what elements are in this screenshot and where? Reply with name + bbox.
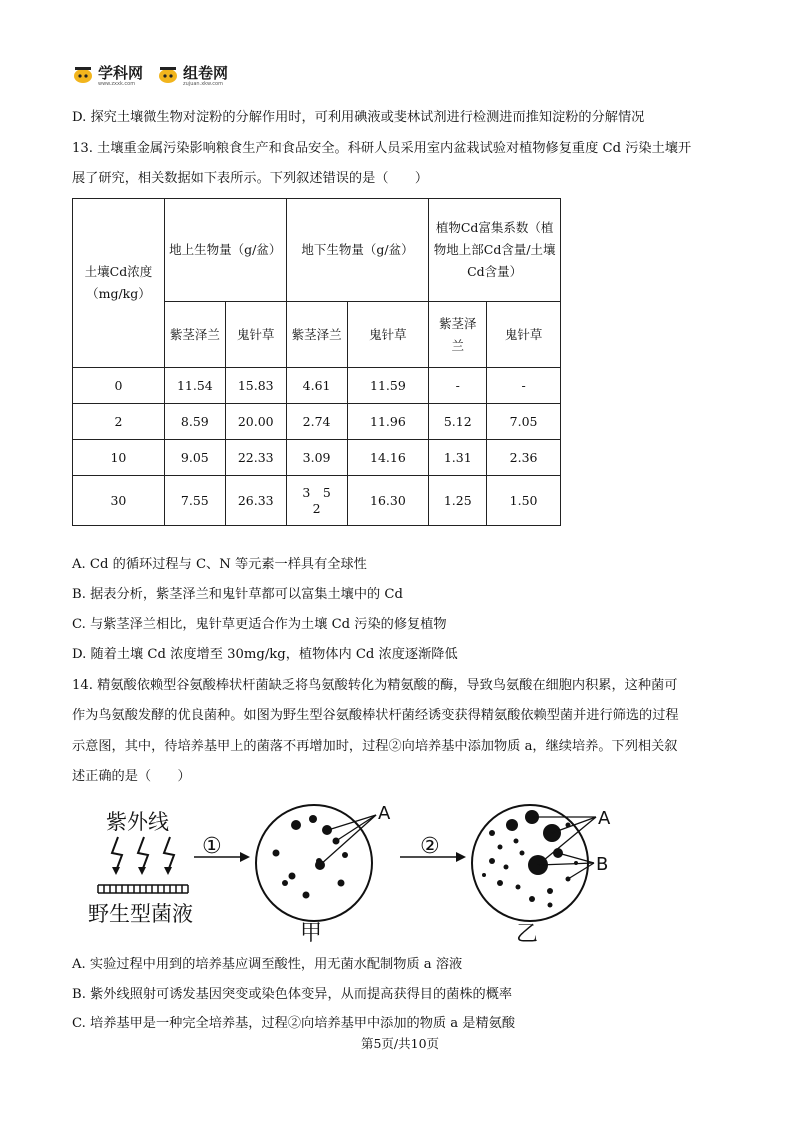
uv-rays-icon: [112, 837, 174, 871]
uv-label: 紫外线: [106, 810, 169, 834]
page-footer: 第5页/共10页: [360, 1036, 440, 1051]
cell-value: 7.05: [487, 404, 561, 440]
q14-stem-line4: 述正确的是（ ）: [72, 769, 191, 784]
q13-option-d: D. 随着土壤 Cd 浓度增至 30mg/kg，植物体内 Cd 浓度逐渐降低: [72, 647, 458, 662]
header-soil-cd: 土壤Cd浓度（mg/kg）: [73, 199, 165, 368]
cell-value: 26.33: [225, 476, 286, 526]
cd-data-table: [72, 198, 561, 526]
q14-stem-line3: 示意图，其中，待培养基甲上的菌落不再增加时，过程②向培养基中添加物质 a，继续培养。下列相关叙: [72, 739, 678, 754]
cell-value: -: [487, 368, 561, 404]
subheader-plant1: 紫茎泽兰: [286, 302, 347, 368]
q14-stem-line1: 14. 精氨酸依赖型谷氨酸棒状杆菌缺乏将鸟氨酸转化为精氨酸的酶，导致鸟氨酸在细胞内积累，这种菌可: [72, 678, 678, 693]
header-cd-coefficient: 植物Cd富集系数（植物地上部Cd含量/土壤Cd含量）: [429, 199, 561, 302]
logo2-text: 组卷网: [183, 63, 229, 82]
cell-conc: 10: [73, 440, 165, 476]
cell-value: 5.12: [429, 404, 487, 440]
q13-option-a: A. Cd 的循环过程与 C、N 等元素一样具有全球性: [72, 557, 367, 572]
logo2-sub: zujuan.xkw.com: [183, 80, 223, 87]
culture-tray-icon: [98, 885, 188, 893]
cell-value-top: 3 5: [302, 484, 331, 500]
subheader-plant2: 鬼针草: [225, 302, 286, 368]
table-row: [73, 440, 561, 476]
cell-value: 22.33: [225, 440, 286, 476]
cell-value: 16.30: [347, 476, 429, 526]
header-below-biomass: 地下生物量（g/盆）: [286, 199, 429, 302]
cell-value: 1.50: [487, 476, 561, 526]
subheader-plant1: 紫茎泽兰: [164, 302, 225, 368]
table-row: [73, 476, 561, 526]
step-2-label: ②: [420, 834, 440, 859]
mascot-icon: [72, 64, 94, 84]
xuekewang-logo: [72, 62, 143, 87]
dish-yi-label: 乙: [516, 922, 539, 947]
header-logos: [72, 60, 228, 88]
cell-value: 9.05: [164, 440, 225, 476]
q13-option-c: C. 与紫茎泽兰相比，鬼针草更适合作为土壤 Cd 污染的修复植物: [72, 617, 447, 632]
q13-stem-line1: 13. 土壤重金属污染影响粮食生产和食品安全。科研人员采用室内盆栽试验对植物修复重度 Cd 污染土壤开: [72, 141, 692, 156]
cell-conc: 30: [73, 476, 165, 526]
label-a-dish-yi: A: [598, 808, 611, 829]
subheader-plant2: 鬼针草: [347, 302, 429, 368]
cell-value-broken: [286, 476, 347, 526]
cell-value: 11.54: [164, 368, 225, 404]
logo1-sub: www.zxxk.com: [98, 80, 136, 87]
zujuanwang-logo: [157, 62, 228, 87]
cell-value: 1.25: [429, 476, 487, 526]
cell-value: 7.55: [164, 476, 225, 526]
label-b-dish-yi: B: [596, 854, 609, 875]
cell-conc: 2: [73, 404, 165, 440]
wild-type-liquid-label: 野生型菌液: [88, 902, 193, 926]
dish-jia-label: 甲: [300, 921, 323, 946]
cell-value: 14.16: [347, 440, 429, 476]
step-1-label: ①: [202, 834, 222, 859]
cell-value-bottom: 2: [312, 500, 321, 516]
q13-option-b: B. 据表分析，紫茎泽兰和鬼针草都可以富集土壤中的 Cd: [72, 587, 403, 602]
q12-option-d: D. 探究土壤微生物对淀粉的分解作用时，可利用碘液或斐林试剂进行检测进而推知淀粉的分解情况: [72, 110, 645, 125]
cell-value: 4.61: [286, 368, 347, 404]
table-row: [73, 404, 561, 440]
cell-value: 11.96: [347, 404, 429, 440]
logo1-text: 学科网: [98, 63, 144, 82]
subheader-plant2: 鬼针草: [487, 302, 561, 368]
cell-value: 15.83: [225, 368, 286, 404]
mutation-screening-figure: [80, 795, 640, 955]
q14-option-b: B. 紫外线照射可诱发基因突变或染色体变异，从而提高获得目的菌株的概率: [72, 987, 513, 1002]
cell-value: 3.09: [286, 440, 347, 476]
subheader-plant1: 紫茎泽兰: [429, 302, 487, 368]
q14-stem-line2: 作为鸟氨酸发酵的优良菌种。如图为野生型谷氨酸棒状杆菌经诱变获得精氨酸依赖型菌并进行筛选的过程: [72, 708, 679, 723]
mascot-icon: [157, 64, 179, 84]
label-a-dish-jia: A: [378, 803, 391, 824]
cell-value: 20.00: [225, 404, 286, 440]
uv-arrowheads: [112, 867, 172, 875]
q14-option-c: C. 培养基甲是一种完全培养基，过程②向培养基甲中添加的物质 a 是精氨酸: [72, 1016, 516, 1031]
cell-value: 2.36: [487, 440, 561, 476]
q14-option-a: A. 实验过程中用到的培养基应调至酸性，用无菌水配制物质 a 溶液: [72, 957, 463, 972]
table-row: [73, 368, 561, 404]
cell-value: -: [429, 368, 487, 404]
cell-value: 1.31: [429, 440, 487, 476]
header-above-biomass: 地上生物量（g/盆）: [164, 199, 286, 302]
cell-value: 2.74: [286, 404, 347, 440]
cell-value: 11.59: [347, 368, 429, 404]
dish-yi-colonies: [482, 810, 578, 908]
cell-value: 8.59: [164, 404, 225, 440]
q13-stem-line2: 展了研究，相关数据如下表所示。下列叙述错误的是（ ）: [72, 171, 429, 186]
cell-conc: 0: [73, 368, 165, 404]
